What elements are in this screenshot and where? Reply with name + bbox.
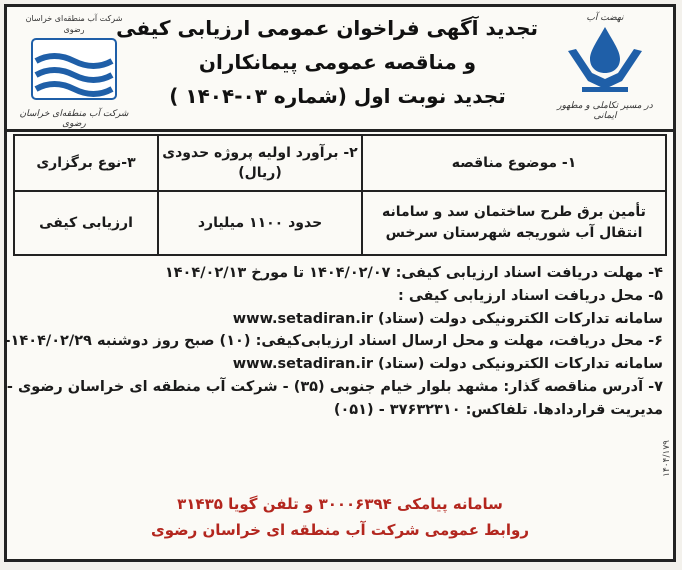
table-header-row <box>14 135 666 191</box>
footer-sms-phone: سامانه پیامکی ۳۰۰۰۶۳۹۴ و تلفن گویا ۳۱۴۳۵ <box>177 495 503 513</box>
cell-type: ارزیابی کیفی <box>14 191 158 255</box>
detail-line-6-value: سامانه تدارکات الکترونیکی دولت (ستاد) www.setadiran.ir <box>232 356 663 373</box>
advertisement-page <box>4 4 676 562</box>
water-waves-icon <box>26 35 122 103</box>
footer <box>7 491 673 543</box>
table-row <box>14 191 666 255</box>
tender-table <box>13 134 667 256</box>
detail-line-6: ۶- محل دریافت، مهلت و محل ارسال اسناد ارزیابی‌کیفی: (۱۰) صبح روز دوشنبه ۱۴۰۴/۰۲/۲۹- <box>4 333 663 350</box>
logo-left <box>15 13 133 129</box>
detail-line-5: ۵- محل دریافت اسناد ارزیابی کیفی : <box>397 287 663 304</box>
header-type: ۳-نوع برگزاری <box>14 135 158 191</box>
title-line-2: و مناقصه عمومی پیمانکاران <box>198 50 477 74</box>
logo-right-bottom-text: در مسیر تکاملی و مطهور ایمانی <box>557 101 653 121</box>
footer-public-relations: روابط عمومی شرکت آب منطقه ای خراسان رضوی <box>151 521 529 539</box>
side-code: ۱۴۰۴/۱۷۹ <box>662 440 672 477</box>
title-line-1: تجدید آگهی فراخوان عمومی ارزیابی کیفی <box>116 16 538 40</box>
logo-right-top-text: نهضت آب <box>586 13 624 23</box>
title-block <box>116 11 538 113</box>
water-drop-hands-icon <box>560 23 650 95</box>
cell-estimate: حدود ۱۱۰۰ میلیارد <box>158 191 362 255</box>
detail-line-5-value: سامانه تدارکات الکترونیکی دولت (ستاد) www.setadiran.ir <box>232 310 663 327</box>
logo-right <box>545 13 665 125</box>
details-list <box>4 262 663 422</box>
header-estimate: ۲- برآورد اولیه پروژه حدودی (ریال) <box>158 135 362 191</box>
detail-line-7: ۷- آدرس مناقصه گذار: مشهد بلوار خیام جنوبی (۳۵) - شرکت آب منطقه ای خراسان رضوی - <box>6 378 663 395</box>
logo-left-top-text: شرکت آب منطقه‌ای خراسان رضوی <box>25 14 123 34</box>
logo-left-bottom-text: شرکت آب منطقه‌ای خراسان رضوی <box>19 109 129 129</box>
detail-line-4: ۴- مهلت دریافت اسناد ارزیابی کیفی: ۱۴۰۴/۰۲/۰۷ تا مورخ ۱۴۰۴/۰۲/۱۳ <box>164 265 663 281</box>
header <box>7 7 673 132</box>
header-subject: ۱- موضوع مناقصه <box>362 135 666 191</box>
detail-line-7-value: مدیریت قراردادها. تلفاکس: ۳۷۶۳۲۳۱۰ - (۰۵۱) <box>333 401 663 418</box>
title-line-3: تجدید نوبت اول (شماره ۰۳-۱۴۰۴ ) <box>169 84 506 108</box>
cell-subject: تأمین برق طرح ساختمان سد و سامانه انتقال آب شوریجه شهرستان سرخس <box>362 191 666 255</box>
